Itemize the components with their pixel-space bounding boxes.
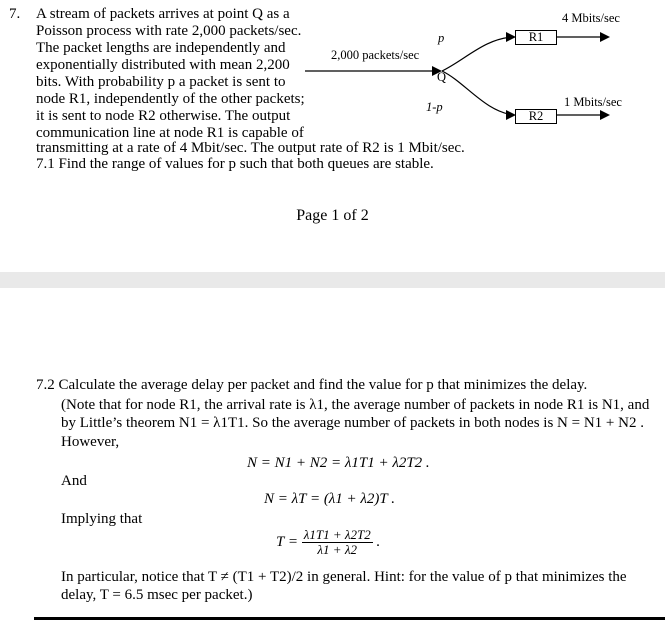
equation-3-fraction: [302, 528, 373, 557]
rate-r2-label: 1 Mbits/sec: [564, 95, 622, 109]
part2-line-2: (Note that for node R1, the arrival rate is λ1, the average number of packets in node R1 is N1, and: [61, 397, 650, 413]
branch-to-r1: [442, 37, 514, 71]
intro-line-7: it is sent to node R2 otherwise. The output: [36, 108, 291, 124]
intro-line-8: communication line at node R1 is capable of: [36, 125, 304, 141]
part2-line-6: delay, T = 6.5 msec per packet.): [61, 587, 253, 603]
intro-line-5: bits. With probability p a packet is sent to: [36, 74, 286, 90]
node-q-label: Q: [437, 70, 447, 84]
part2-line-1: 7.2 Calculate the average delay per packet and find the value for p that minimizes the delay.: [36, 377, 588, 393]
equation-3-denominator: λ1 + λ2: [317, 542, 357, 557]
intro-line-3: The packet lengths are independently and: [36, 40, 286, 56]
page-one: [0, 0, 665, 272]
part2-line-4: However,: [61, 434, 120, 450]
arrival-rate-label: 2,000 packets/sec: [331, 48, 420, 62]
implying-label: Implying that: [61, 511, 143, 527]
r1-out-arrowhead: [600, 32, 610, 42]
page-two: [0, 288, 665, 620]
page-number: Page 1 of 2: [296, 207, 369, 224]
node-r2-box: R2: [515, 109, 557, 124]
equation-3: T = $\frac{\lambda 1T1 + \lambda 2T2}{\lambda 1 + \lambda 2}$ .: [276, 527, 381, 557]
part2-line-5: In particular, notice that T ≠ (T1 + T2)/2 in general. Hint: for the value of p that minimizes the: [61, 569, 627, 585]
r2-out-arrowhead: [600, 110, 610, 120]
intro-line-6: node R1, independently of the other packets;: [36, 91, 305, 107]
equation-3-lhs: T =: [276, 533, 298, 550]
node-r1-box: R1: [515, 30, 557, 45]
equation-3-numerator: λ1T1 + λ2T2: [303, 527, 371, 542]
intro-line-1: A stream of packets arrives at point Q as a: [36, 6, 290, 22]
intro-line-10: 7.1 Find the range of values for p such that both queues are stable.: [36, 156, 434, 172]
rate-r1-label: 4 Mbits/sec: [562, 11, 620, 25]
and-label: And: [61, 473, 87, 489]
page-separator: [0, 272, 665, 288]
intro-line-2: Poisson process with rate 2,000 packets/sec.: [36, 23, 302, 39]
queue-diagram: [300, 0, 665, 135]
branch-1p-label: 1-p: [426, 100, 443, 114]
part2-line-3: by Little’s theorem N1 = λ1T1. So the average number of packets in both nodes is N = N1 + N2 .: [61, 415, 644, 431]
intro-line-4: exponentially distributed with mean 2,200: [36, 57, 290, 73]
branch-to-r2: [442, 71, 514, 115]
branch-p-label: p: [438, 31, 445, 45]
question-number: 7.: [9, 6, 21, 22]
equation-2: N = λT = (λ1 + λ2)T .: [264, 491, 395, 507]
equation-1: N = N1 + N2 = λ1T1 + λ2T2 .: [247, 455, 430, 471]
intro-line-9: transmitting at a rate of 4 Mbit/sec. The output rate of R2 is 1 Mbit/sec.: [36, 140, 465, 156]
